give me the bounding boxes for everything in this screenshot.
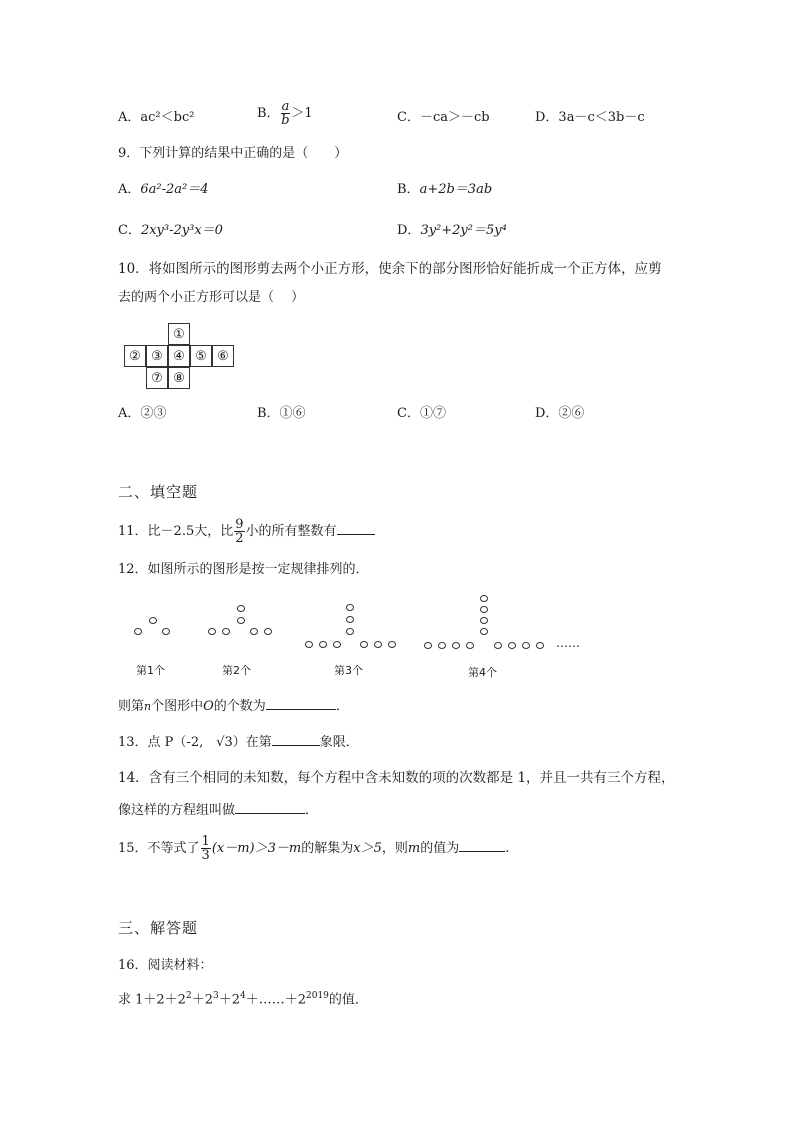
circle-icon xyxy=(480,628,488,635)
circle-icon xyxy=(208,628,216,635)
q9-option-a xyxy=(118,180,209,200)
circle-icon xyxy=(222,628,230,635)
q13-text: ）在第 xyxy=(232,735,272,750)
circle-icon xyxy=(134,628,142,635)
circle-icon xyxy=(237,617,245,624)
answer-blank[interactable] xyxy=(235,800,305,814)
q16-text: ＋……＋2 xyxy=(245,992,306,1008)
section-heading-fill-in: 二、填空题 xyxy=(118,483,199,501)
option-label: D． xyxy=(397,223,421,238)
q16-expression xyxy=(118,986,368,1010)
option-expression: 2xy³-2y³x＝0 xyxy=(140,223,223,238)
exponent: 2019 xyxy=(306,991,329,1001)
q15-solution: x＞5 xyxy=(353,841,382,856)
q15-text: ，则 xyxy=(381,841,408,856)
q15-text: 的值为 xyxy=(420,841,460,856)
net-cell-4: ④ xyxy=(168,345,190,367)
q15 xyxy=(118,835,509,862)
net-cell-8: ⑧ xyxy=(168,367,190,389)
net-cell-1: ① xyxy=(168,323,190,345)
pattern-figure xyxy=(120,590,600,680)
circle-icon xyxy=(388,641,396,648)
section-heading-solutions: 三、解答题 xyxy=(118,919,199,937)
circle-icon xyxy=(333,641,341,648)
circle-icon xyxy=(346,628,354,635)
net-cell-7: ⑦ xyxy=(146,367,168,389)
fraction-denominator: b xyxy=(281,113,290,128)
q8-option-b-label: B． xyxy=(257,106,280,121)
q13-text: 象限． xyxy=(319,735,359,750)
q16-text: ＋2 xyxy=(191,992,213,1008)
q12-symbol-o: O xyxy=(203,699,214,714)
q10-option-d: D．②⑥ xyxy=(535,406,585,421)
option-label: A． xyxy=(118,182,141,197)
q8-option-d: D．3a－c＜3b－c xyxy=(535,110,645,125)
caption-figure-2: 第2个 xyxy=(222,664,251,677)
circle-icon xyxy=(237,605,245,612)
circle-icon xyxy=(508,642,516,649)
q10-stem-line1: 10．将如图所示的图形剪去两个小正方形，使余下的部分图形恰好能折成一个正方体，应剪 xyxy=(118,261,662,277)
option-expression: 6a²-2a²＝4 xyxy=(140,182,209,197)
caption-figure-1: 第1个 xyxy=(136,664,165,677)
circle-icon xyxy=(346,604,354,611)
q8-option-b-fraction xyxy=(281,100,291,127)
circle-icon xyxy=(480,617,488,624)
q10-stem-line2: 去的两个小正方形可以是（ ） xyxy=(118,290,305,305)
q15-text: 的解集为 xyxy=(301,841,354,856)
exponent: 4 xyxy=(239,991,246,1001)
q9-option-c xyxy=(118,221,223,241)
q14-text: ． xyxy=(305,803,319,818)
q16-text: 的值． xyxy=(328,992,368,1008)
q14-line1: 14．含有三个相同的未知数，每个方程中含未知数的项的次数都是 1，并且一共有三个方程， xyxy=(118,770,675,786)
q11 xyxy=(118,518,375,545)
q10-option-a: A．②③ xyxy=(118,406,167,421)
circle-icon xyxy=(305,641,313,648)
q12-text: ． xyxy=(335,699,349,714)
option-label: B． xyxy=(397,182,420,197)
answer-blank[interactable] xyxy=(266,696,336,710)
exponent: 3 xyxy=(212,991,219,1001)
q8-option-a: A．ac²＜bc² xyxy=(118,110,195,125)
answer-blank[interactable] xyxy=(272,732,320,746)
net-cell-6: ⑥ xyxy=(212,345,234,367)
circle-icon xyxy=(264,628,272,635)
q11-fraction xyxy=(234,518,244,545)
caption-figure-4: 第4个 xyxy=(468,666,497,679)
q9-option-d xyxy=(397,221,507,241)
exponent: 2 xyxy=(185,991,192,1001)
net-cell-5: ⑤ xyxy=(190,345,212,367)
q9-option-b xyxy=(397,180,492,200)
q8-option-b-rest: ＞1 xyxy=(291,106,313,121)
circle-icon xyxy=(360,641,368,648)
circle-icon xyxy=(466,642,474,649)
q12-stem: 12．如图所示的图形是按一定规律排列的． xyxy=(118,562,369,577)
q14-text: 像这样的方程组叫做 xyxy=(118,803,236,818)
q14-line2 xyxy=(118,800,318,821)
circle-icon xyxy=(250,628,258,635)
pattern-ellipsis: …… xyxy=(556,636,580,650)
q15-text: . xyxy=(505,841,510,856)
option-expression: 3y²+2y²＝5y⁴ xyxy=(420,223,507,238)
circle-icon xyxy=(374,641,382,648)
q8-option-c: C．－ca＞－cb xyxy=(397,110,490,125)
q10-option-c: C．①⑦ xyxy=(397,406,446,421)
net-cell-2: ② xyxy=(124,345,146,367)
fraction-numerator: 1 xyxy=(201,834,210,849)
q8-option-b xyxy=(257,100,313,127)
answer-blank[interactable] xyxy=(337,521,375,535)
q12-text: 个图形中 xyxy=(151,699,204,714)
q12-variable-n: n xyxy=(144,700,152,713)
q11-prefix: 11．比－2.5大，比 xyxy=(118,524,234,539)
q12-text: 的个数为 xyxy=(213,699,266,714)
circle-icon xyxy=(536,642,544,649)
q15-fraction xyxy=(201,835,211,862)
circle-icon xyxy=(424,642,432,649)
circle-icon xyxy=(522,642,530,649)
net-cell-3: ③ xyxy=(146,345,168,367)
fraction-numerator: 9 xyxy=(235,517,244,532)
fraction-numerator: a xyxy=(281,99,290,114)
q10-option-b: B．①⑥ xyxy=(257,406,306,421)
q13 xyxy=(118,732,359,753)
circle-icon xyxy=(494,642,502,649)
circle-icon xyxy=(438,642,446,649)
q15-text: 15．不等式了 xyxy=(118,841,200,856)
circle-icon xyxy=(319,641,327,648)
q16-text: 求 1＋2＋2 xyxy=(118,992,186,1008)
circle-icon xyxy=(452,642,460,649)
circle-icon xyxy=(346,616,354,623)
circle-icon xyxy=(162,628,170,635)
option-label: C． xyxy=(118,223,141,238)
caption-figure-3: 第3个 xyxy=(334,664,363,677)
q11-suffix: 小的所有整数有 xyxy=(245,524,337,539)
q12-answer-line xyxy=(118,696,349,717)
fraction-denominator: 3 xyxy=(201,848,210,863)
q16-text: ＋2 xyxy=(218,992,240,1008)
circle-icon xyxy=(480,595,488,602)
q15-inequality: (x－m)＞3－m xyxy=(211,841,302,856)
q16-stem: 16．阅读材料： xyxy=(118,958,213,973)
q9-stem: 9．下列计算的结果中正确的是（ ） xyxy=(118,146,348,161)
fraction-denominator: 2 xyxy=(235,531,244,546)
option-expression: a+2b＝3ab xyxy=(419,182,493,197)
circle-icon xyxy=(149,617,157,624)
answer-blank[interactable] xyxy=(459,838,505,852)
q12-text: 则第 xyxy=(118,699,145,714)
q13-sqrt: √3 xyxy=(216,735,233,750)
cube-net-figure xyxy=(124,323,236,391)
circle-icon xyxy=(480,606,488,613)
q13-text: 13．点 P（-2, xyxy=(118,735,217,750)
q15-variable-m: m xyxy=(407,841,421,856)
